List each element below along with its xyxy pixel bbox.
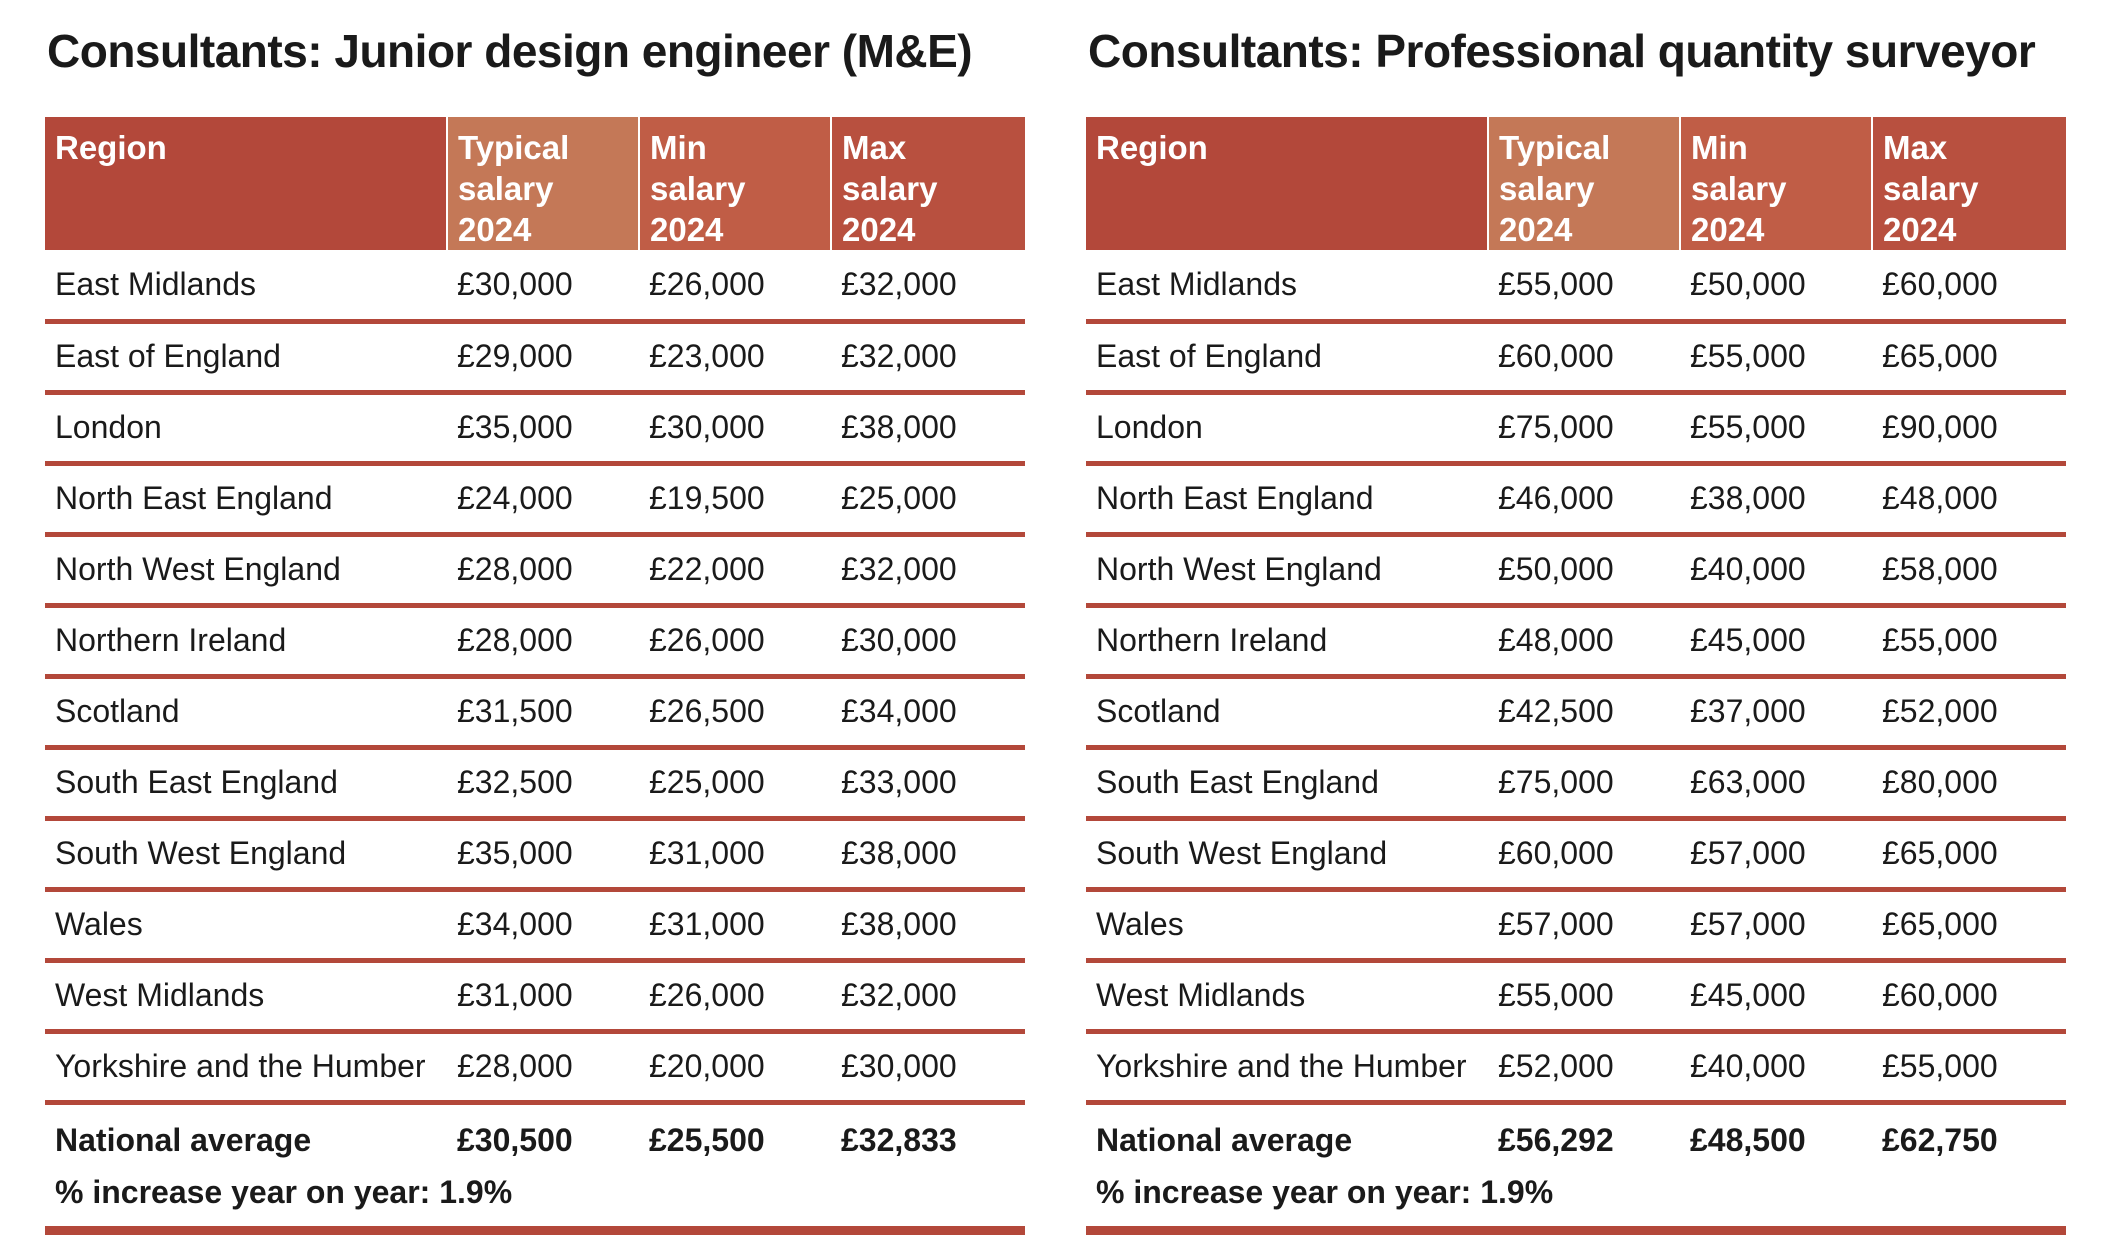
min-salary-cell: £26,000 [639, 960, 831, 1031]
min-salary-cell: £40,000 [1680, 1031, 1872, 1102]
average-typical: £56,292 [1498, 1121, 1614, 1158]
region-cell: North West England [1086, 534, 1488, 605]
region-cell: Yorkshire and the Humber [45, 1031, 447, 1102]
typical-salary-cell: £28,000 [447, 534, 639, 605]
region-cell: South West England [45, 818, 447, 889]
max-salary-cell: £32,000 [831, 250, 1025, 321]
min-salary-cell: £25,000 [639, 747, 831, 818]
region-cell: East of England [1086, 321, 1488, 392]
header-typical-salary: Typical salary 2024 [447, 117, 639, 250]
average-max: £32,833 [841, 1121, 957, 1158]
header-min-salary: Min salary 2024 [1680, 117, 1872, 250]
typical-salary-cell: £75,000 [1488, 392, 1680, 463]
table-row [45, 1031, 1025, 1102]
national-average-row [45, 1102, 1025, 1168]
min-salary-cell: £37,000 [1680, 676, 1872, 747]
max-salary-cell: £90,000 [1872, 392, 2066, 463]
table-row [45, 321, 1025, 392]
max-salary-cell: £52,000 [1872, 676, 2066, 747]
header-row [1086, 117, 2066, 250]
max-salary-cell: £65,000 [1872, 889, 2066, 960]
max-salary-cell: £34,000 [831, 676, 1025, 747]
table-row [45, 747, 1025, 818]
min-salary-cell: £26,500 [639, 676, 831, 747]
min-salary-cell: £30,000 [639, 392, 831, 463]
panel-title: Consultants: Professional quantity surveyor [1088, 25, 2036, 77]
min-salary-cell: £55,000 [1680, 321, 1872, 392]
average-min: £48,500 [1690, 1121, 1806, 1158]
max-salary-cell: £30,000 [831, 1031, 1025, 1102]
table-row [1086, 605, 2066, 676]
min-salary-cell: £55,000 [1680, 392, 1872, 463]
max-salary-cell: £32,000 [831, 321, 1025, 392]
min-salary-cell: £22,000 [639, 534, 831, 605]
region-cell: North West England [45, 534, 447, 605]
panel-title: Consultants: Junior design engineer (M&E) [47, 25, 973, 77]
max-salary-cell: £38,000 [831, 392, 1025, 463]
header-min-salary: Min salary 2024 [639, 117, 831, 250]
region-cell: East Midlands [1086, 250, 1488, 321]
max-salary-cell: £58,000 [1872, 534, 2066, 605]
typical-salary-cell: £42,500 [1488, 676, 1680, 747]
typical-salary-cell: £30,000 [447, 250, 639, 321]
table-row [1086, 463, 2066, 534]
typical-salary-cell: £50,000 [1488, 534, 1680, 605]
table-body [45, 250, 1025, 1230]
table-row [45, 889, 1025, 960]
min-salary-cell: £63,000 [1680, 747, 1872, 818]
region-cell: London [45, 392, 447, 463]
region-cell: East of England [45, 321, 447, 392]
table-row [1086, 747, 2066, 818]
average-label: National average [55, 1121, 312, 1158]
min-salary-cell: £31,000 [639, 818, 831, 889]
min-salary-cell: £23,000 [639, 321, 831, 392]
table-row [45, 818, 1025, 889]
table-row [45, 676, 1025, 747]
typical-salary-cell: £29,000 [447, 321, 639, 392]
min-salary-cell: £20,000 [639, 1031, 831, 1102]
max-salary-cell: £60,000 [1872, 250, 2066, 321]
table-body [1086, 250, 2066, 1230]
table-row [45, 392, 1025, 463]
table-row [45, 463, 1025, 534]
table-row [1086, 250, 2066, 321]
min-salary-cell: £38,000 [1680, 463, 1872, 534]
max-salary-cell: £55,000 [1872, 605, 2066, 676]
typical-salary-cell: £34,000 [447, 889, 639, 960]
min-salary-cell: £50,000 [1680, 250, 1872, 321]
table-row [1086, 960, 2066, 1031]
typical-salary-cell: £55,000 [1488, 960, 1680, 1031]
typical-salary-cell: £35,000 [447, 392, 639, 463]
region-cell: Scotland [1086, 676, 1488, 747]
table-row [1086, 818, 2066, 889]
increase-year-on-year: % increase year on year: 1.9% [45, 1168, 1025, 1230]
max-salary-cell: £65,000 [1872, 818, 2066, 889]
region-cell: Northern Ireland [1086, 605, 1488, 676]
table-row [1086, 321, 2066, 392]
max-salary-cell: £33,000 [831, 747, 1025, 818]
min-salary-cell: £26,000 [639, 605, 831, 676]
min-salary-cell: £45,000 [1680, 960, 1872, 1031]
typical-salary-cell: £35,000 [447, 818, 639, 889]
typical-salary-cell: £31,500 [447, 676, 639, 747]
max-salary-cell: £38,000 [831, 818, 1025, 889]
region-cell: Northern Ireland [45, 605, 447, 676]
max-salary-cell: £38,000 [831, 889, 1025, 960]
average-label: National average [1096, 1121, 1353, 1158]
region-cell: South East England [45, 747, 447, 818]
table-row [1086, 534, 2066, 605]
typical-salary-cell: £60,000 [1488, 321, 1680, 392]
table-row [1086, 889, 2066, 960]
header-typical-salary: Typical salary 2024 [1488, 117, 1680, 250]
typical-salary-cell: £52,000 [1488, 1031, 1680, 1102]
region-cell: London [1086, 392, 1488, 463]
typical-salary-cell: £57,000 [1488, 889, 1680, 960]
national-average-row [1086, 1102, 2066, 1168]
typical-salary-cell: £28,000 [447, 605, 639, 676]
typical-salary-cell: £46,000 [1488, 463, 1680, 534]
average-max: £62,750 [1882, 1121, 1998, 1158]
header-row [45, 117, 1025, 250]
region-cell: Wales [1086, 889, 1488, 960]
average-typical: £30,500 [457, 1121, 573, 1158]
increase-year-on-year: % increase year on year: 1.9% [1086, 1168, 2066, 1230]
max-salary-cell: £25,000 [831, 463, 1025, 534]
table-row [1086, 1031, 2066, 1102]
header-region: Region [1086, 117, 1488, 250]
salary-table [45, 117, 1025, 1235]
min-salary-cell: £57,000 [1680, 889, 1872, 960]
max-salary-cell: £55,000 [1872, 1031, 2066, 1102]
average-min: £25,500 [649, 1121, 765, 1158]
max-salary-cell: £65,000 [1872, 321, 2066, 392]
typical-salary-cell: £32,500 [447, 747, 639, 818]
min-salary-cell: £31,000 [639, 889, 831, 960]
region-cell: South East England [1086, 747, 1488, 818]
table-row [1086, 392, 2066, 463]
typical-salary-cell: £31,000 [447, 960, 639, 1031]
salary-table [1086, 117, 2066, 1235]
region-cell: West Midlands [45, 960, 447, 1031]
max-salary-cell: £30,000 [831, 605, 1025, 676]
header-region: Region [45, 117, 447, 250]
region-cell: South West England [1086, 818, 1488, 889]
min-salary-cell: £40,000 [1680, 534, 1872, 605]
region-cell: Yorkshire and the Humber [1086, 1031, 1488, 1102]
min-salary-cell: £19,500 [639, 463, 831, 534]
min-salary-cell: £45,000 [1680, 605, 1872, 676]
table-row [1086, 676, 2066, 747]
header-max-salary: Max salary 2024 [1872, 117, 2066, 250]
table-row [45, 250, 1025, 321]
region-cell: North East England [1086, 463, 1488, 534]
region-cell: West Midlands [1086, 960, 1488, 1031]
typical-salary-cell: £60,000 [1488, 818, 1680, 889]
typical-salary-cell: £55,000 [1488, 250, 1680, 321]
min-salary-cell: £57,000 [1680, 818, 1872, 889]
typical-salary-cell: £75,000 [1488, 747, 1680, 818]
region-cell: East Midlands [45, 250, 447, 321]
table-row [45, 605, 1025, 676]
region-cell: Scotland [45, 676, 447, 747]
typical-salary-cell: £48,000 [1488, 605, 1680, 676]
region-cell: North East England [45, 463, 447, 534]
table-row [45, 534, 1025, 605]
max-salary-cell: £32,000 [831, 534, 1025, 605]
max-salary-cell: £80,000 [1872, 747, 2066, 818]
table-row [45, 960, 1025, 1031]
region-cell: Wales [45, 889, 447, 960]
max-salary-cell: £32,000 [831, 960, 1025, 1031]
increase-row [1086, 1168, 2066, 1230]
header-max-salary: Max salary 2024 [831, 117, 1025, 250]
max-salary-cell: £48,000 [1872, 463, 2066, 534]
typical-salary-cell: £24,000 [447, 463, 639, 534]
typical-salary-cell: £28,000 [447, 1031, 639, 1102]
increase-row [45, 1168, 1025, 1230]
min-salary-cell: £26,000 [639, 250, 831, 321]
max-salary-cell: £60,000 [1872, 960, 2066, 1031]
